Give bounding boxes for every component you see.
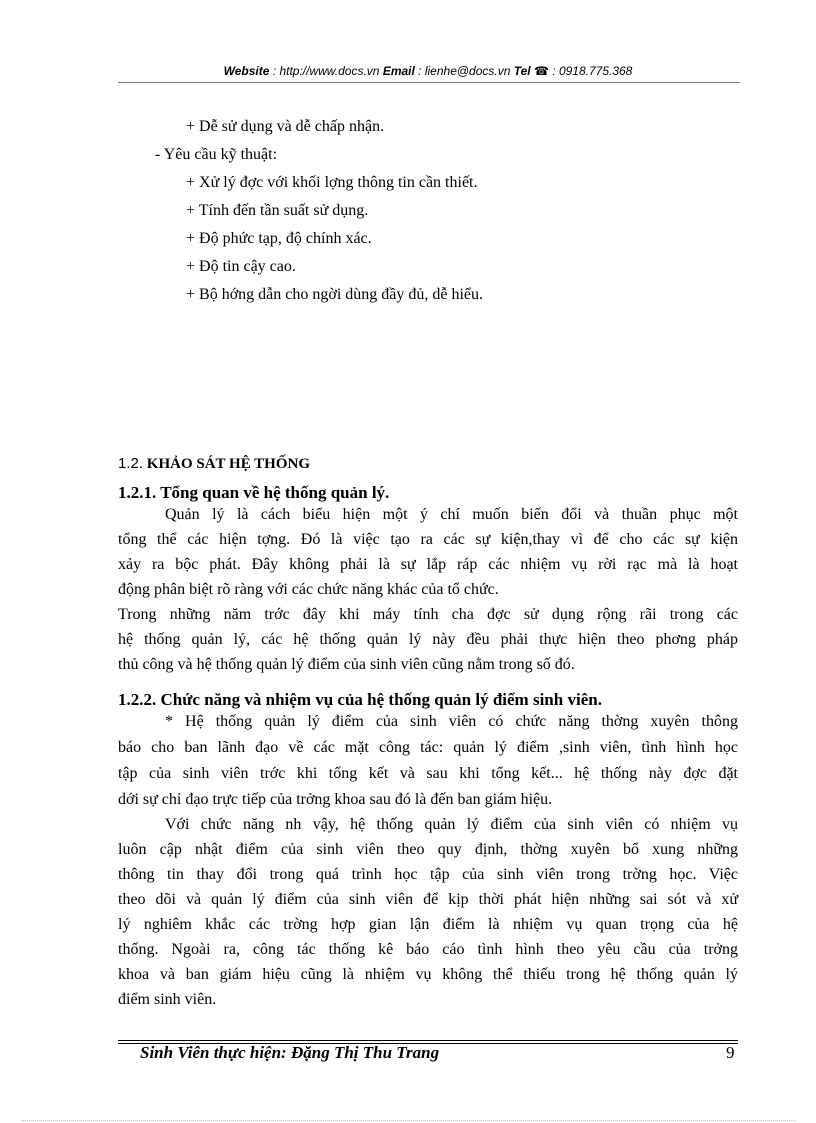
list-item: + Độ phức tạp, độ chính xác. [186,230,372,247]
paragraph-line: hệ thống quản lý, các hệ thống quản lý này đều phải thực hiện theo phơng pháp [118,631,738,648]
website-label: Website [223,64,270,78]
footer-divider [118,1040,738,1041]
paragraph-line: xảy ra bộc phát. Đây không phải là sự lắp ráp các nhiệm vụ rời rạc mà là hoạt [118,556,738,573]
footer-author: Sinh Viên thực hiện: Đặng Thị Thu Trang [140,1043,440,1062]
paragraph-line: động phân biệt rõ ràng với các chức năng khác của tổ chức. [118,581,499,598]
list-item: + Xử lý đợc với khối lợng thông tin cần thiết. [186,174,478,191]
page-number: 9 [726,1043,735,1062]
paragraph-line: dới sự chỉ đạo trực tiếp của trởng khoa sau đó là đến ban giám hiệu. [118,791,553,808]
email-label: Email [382,64,415,78]
paragraph-line: theo dõi và quản lý điểm của sinh viên để kịp thời phát hiện những sai sót và xử [118,891,738,908]
list-heading: - Yêu cầu kỹ thuật: [155,146,278,163]
paragraph-line: thống. Ngoài ra, công tác thống kê báo cáo tình hình theo yêu cầu của trởng [118,941,738,958]
list-item: + Bộ hớng dẫn cho ngời dùng đầy đủ, dễ hiểu. [186,286,484,303]
section-title [118,454,310,474]
paragraph-line: tổng thể các hiện tợng. Đó là việc tạo ra các sự kiện,thay vì để cho các sự kiện [118,531,738,548]
tel-value: ☎ : 0918.775.368 [530,64,633,78]
paragraph-line: tập của sinh viên trớc khi tổng kết và sau khi tổng kết... hệ thống này đợc đặt [118,765,738,782]
paragraph-line: thủ công và hệ thống quản lý điểm của sinh viên cũng nằm trong số đó. [118,656,575,673]
paragraph-line: khoa và ban giám hiệu cũng là nhiệm vụ không thể thiếu trong hệ thống quản lý [118,966,738,983]
section-number: 1.2. [118,455,144,472]
page-edge-divider [22,1120,796,1121]
section-title-text: KHẢO SÁT HỆ THỐNG [143,456,311,472]
paragraph-line: báo cho ban lãnh đạo về các mặt công tác: quản lý điểm ,sinh viên, tình hình học [118,739,738,756]
paragraph-line: luôn cập nhật điểm của sinh viên theo quy định, thờng xuyên bổ xung những [118,841,738,858]
list-item: + Độ tin cậy cao. [186,258,296,275]
paragraph-line: * Hệ thống quản lý điểm của sinh viên có chức năng thờng xuyên thông [165,713,738,730]
header-divider [118,82,740,83]
subsection-heading: 1.2.2. Chức năng và nhiệm vụ của hệ thống quản lý điểm sinh viên. [118,690,602,709]
paragraph-line: Với chức năng nh vậy, hệ thống quản lý điểm của sinh viên có nhiệm vụ [165,816,738,833]
paragraph-line: lý nghiêm khắc các trờng hợp gian lận điểm là nhiệm vụ quan trọng của hệ [118,916,738,933]
list-item: + Dễ sử dụng và dễ chấp nhận. [186,118,385,135]
paragraph-line: thông tin thay đổi trong quá trình học tập của sinh viên trong trờng học. Việc [118,866,738,883]
paragraph-line: Trong những năm trớc đây khi máy tính cha đợc sử dụng rộng rãi trong các [118,606,738,623]
email-value: : lienhe@docs.vn [414,64,514,78]
website-value: : http://www.docs.vn [269,64,383,78]
tel-label: Tel [513,64,531,78]
paragraph-line: điểm sinh viên. [118,991,217,1008]
paragraph-line: Quản lý là cách biểu hiện một ý chí muốn biến đổi và thuần phục một [165,506,738,523]
subsection-heading: 1.2.1. Tổng quan về hệ thống quản lý. [118,483,390,502]
page-header [118,64,738,78]
list-item: + Tính đến tần suất sử dụng. [186,202,369,219]
